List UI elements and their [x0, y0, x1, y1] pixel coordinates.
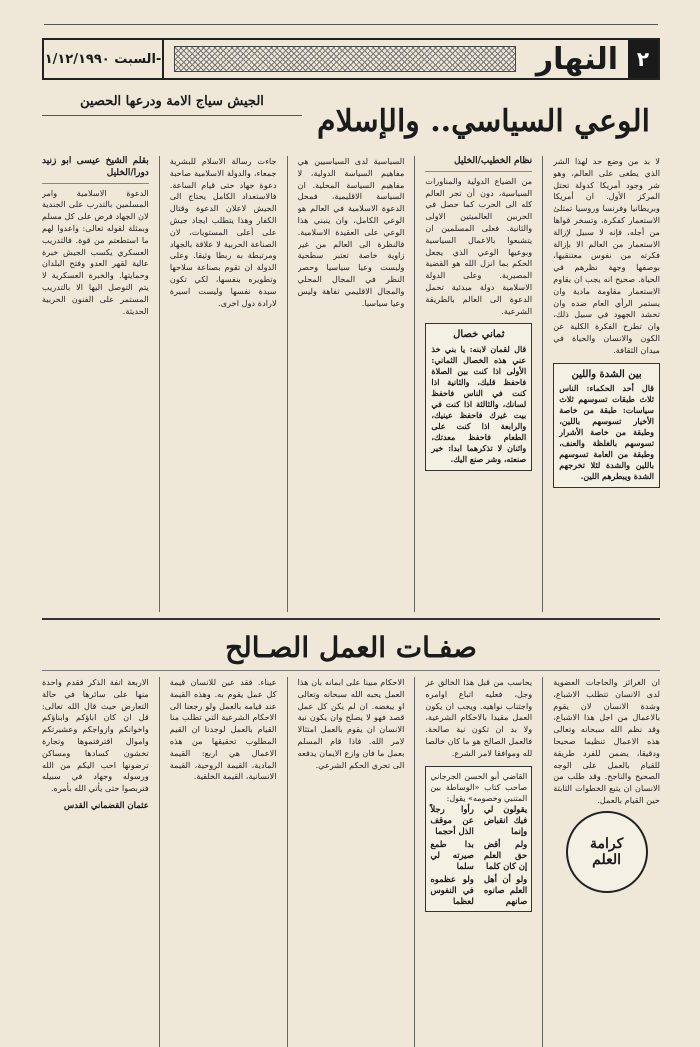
masthead-hatch-pattern	[174, 46, 516, 72]
column-divider	[542, 677, 543, 1047]
bottom-article	[42, 671, 660, 1047]
seal-line: العلم	[592, 851, 622, 868]
bottom-headline: صفـات العمل الصـالح	[42, 624, 660, 671]
box-text: قال لقمان لابنه: يا بني خذ عني هذه الخصال الثماني: الأولى اذا كنت بين الصلاة فاحفظ قلبك، والثانية اذا كنت في الناس فاحفظ لسانك، والثالثة اذا كنت في بيت غيرك فاحفظ عينيك، والرابعة اذا كنت على الطعام فاحفظ معدتك، واثنان لا تذكرهما ابدا: خير صنعته، وشر صنع اليك.	[431, 344, 527, 465]
masthead	[42, 38, 660, 80]
issue-date: السبت ١/١٢/١٩٩٠-	[44, 40, 164, 78]
column-divider	[159, 677, 160, 1047]
box-title: ثماني خصال	[453, 329, 505, 341]
article-byline: بقلم الشيخ عيسى ابو زنيد دورا/الخليل	[42, 156, 149, 184]
bottom-col-5	[42, 677, 149, 1047]
poem-verse: ولم أقض حق العلم إن كان كلما	[483, 838, 528, 871]
poem-verses	[430, 804, 527, 907]
bottom-col-right	[553, 677, 660, 1047]
box-eight-traits	[425, 323, 532, 471]
poem-verse: رأوا رجلاً عن موقف الذل أحجما	[430, 803, 474, 836]
article-right-col2	[425, 156, 532, 612]
column-divider	[414, 677, 415, 1047]
seal-line: كرامة	[589, 835, 624, 852]
article-byline: نظام الخطيب/الخليل	[425, 156, 532, 172]
article-left-col2	[42, 156, 149, 612]
article-text: لا بد من وضع حد لهذا الشر الذي يطغى على العالم، وهو شر وجود أمريكا كدولة تحتل المركز الأول. ان أمريكا وبريطانيا وفرنسا وروسيا تمتلئ الاستعمار كفكرة، وتسخر قواها من أجله، فإنه لا سبيل لإزالة الاستعمار من العالم الا بإزالة فكرته من نفوس معتنقيها، بوصفها وجهة نظرهم في الحياة. صحيح انه يجب ان يقاوم الاستعمار مقاومة مادية وان يستمر الرأي العام ضده وان تحشد الجهود في سبيل ذلك، وان تطرح الفكرة الكلية عن الكون والانسان والحياة في ميدان الثقافة.	[553, 156, 660, 355]
poem-intro: القاضي أبو الحسن الجرجاني صاحب كتاب «الوساطة بين المتنبي وخصومه» يقول:	[430, 771, 528, 803]
top-articles	[42, 156, 660, 620]
article-text: الاربعة انفة الذكر فقدم واحدة منها على سائرها في حالة التعارض حيث قال الله تعالى: قل ان كان اباؤكم وابناؤكم واخوانكم وازواجكم وعشيرتكم واموال اقترفتموها وتجارة تخشون كسادها ومساكن ترضونها احب اليكم من الله ورسوله وجهاد في سبيله فتربصوا حتى يأتي الله بأمره.	[42, 677, 149, 794]
article-right-col1	[553, 156, 660, 612]
column-divider	[159, 156, 160, 612]
top-rule	[44, 24, 658, 25]
bottom-col-3	[298, 677, 405, 1047]
article-text: الاحكام مبينا على ابمانه بان هذا العمل يحبه الله سبحانه وتعالى او يبغضه. ان لم يكن كل عمل قصد فهو لا يصلح وان يكون نية الانسان ان يقوم بالعمل امتثالا لامر الله. فاذا قام المسلم بعمل ما فان وازع الايمان يدفعه الى تحري الحكم الشرعي.	[297, 677, 405, 770]
newspaper-logo: النهار	[535, 41, 618, 77]
article-text: من الضياع الدولية والمناورات السياسية، دون أن تجر العالم كله الى الحرب كما حصل في الحربين العالميتين الاولى والثانية. فعلى المسلمين ان يتشبعوا بالاعمال السياسية وبوعيها الوعي الذي يجعل الحكم بما انزل الله هو القضية المصيرية. وعلى الدولة الاسلامية دولة مبدئية تحمل الدعوة الى العالم بالطريقة الشرعية.	[425, 175, 533, 316]
headline-row	[42, 86, 660, 156]
article-left-col1	[170, 156, 277, 612]
author-signature: عثمان القضماني القدس	[63, 800, 149, 811]
poem-box	[425, 766, 532, 912]
bottom-col-2	[425, 677, 532, 1047]
article-right-col3	[298, 156, 405, 612]
bottom-col-4	[170, 677, 277, 1047]
article-text: جاءت رسالة الاسلام للبشرية جمعاء، والدولة الاسلامية صاحبة دعوة جهاد حتى قيام الساعة. فالاستعداد الكامل يحتاج الى الجيش لاعلان الدعوة وقتال الكفار وهذا يتطلب ايجاد جيش على أعلى المستويات، لان الصناعة الحربية لا علاقة بالجهاد ومرتبطة به ربطا وثيقا. وعلى الدولة ان تقوم بصناعة سلاحها وتطويره بنفسها، لكي تكون سيدة نفسها وليست اسيرة لارادة دول اخرى.	[169, 156, 277, 308]
box-strictness-leniency	[553, 363, 660, 489]
article-text: عيناء. فقد عين للانسان قيمة كل عمل يقوم به. وهذه القيمة عند قيامه بالعمل ولو رجعنا الى الاحكام الشرعية التي تطلب منا القيام بالعمل لوجدنا ان القيم المطلوب تحقيقها من هذه الاعمال هي اربع: القيمة المادية، القيمة الروحية، القيمة الانسانية، القيمة الخلقية.	[169, 677, 277, 782]
article-text: السياسية لدى السياسيين هي مفاهيم السياسة الدولية، لا مفاهيم السياسة المحلية. ان السياسة الاقليمية، فمحل الدعوة الاسلامية في العالم هو الوعي الكامل، وان ينبني هذا الوعي على العقيدة الاسلامية. فالنظرة الى العالم من غير زاوية خاصة تعتبر سطحية وليست وعيا سياسيا وحصر النظر في المجال المحلي والمجال الاقليمي تفاهة وليس وعيا سياسيا.	[297, 156, 405, 308]
box-title: بين الشدة واللين	[571, 368, 642, 380]
column-divider	[542, 156, 543, 612]
article-text: يحاسب من قبل هذا الخالق عز وجل، فعليه اتباع اوامره واجتناب نواهيه. ويجب ان يكون العمل مقيدا بالاحكام الشرعية، ولا بد ان تكون نية صالحة. فالعمل الصالح هو ما كان خالصا لله وموافقا لامر الشرع.	[425, 677, 533, 758]
column-divider	[287, 156, 288, 612]
page-number: ٢	[628, 40, 658, 78]
poem-verse: بدا طمع صيرته لي سلما	[430, 838, 474, 871]
poem-verse: يقولون لي فيك انقباض وإنما	[483, 803, 528, 836]
main-headline: الوعي السياسي.. والإسلام	[317, 103, 650, 139]
poem-verse: ولو أن أهل العلم صانوه صانهم	[483, 873, 528, 906]
article-text: الدعوة الاسلامية وامر المسلمين بالتدرب على الجندية لان الجهاد فرض على كل مسلم وبمثلة لقوله تعالى: واعدوا لهم ما استطعتم من قوة. فالتدريب العسكري يكسب الجيش خبرة عالية لقهر العدو وفتح البلدان وحمايتها. والخبرة العسكرية لا يتم التوصل اليها الا بالتدريب المستمر على الفنون الحربية الحديثة.	[42, 187, 149, 316]
honor-of-knowledge-seal	[566, 811, 648, 893]
column-divider	[287, 677, 288, 1047]
article-text: ان الغرائز والحاجات العضوية لدى الانسان تتطلب الاشباع، وشدة الانسان لان يقوم بالاعمال من اجل هذا الاشباع، وقد نظم الله سبحانه وتعالى هذه الاعمال تنظيما صحيحا ودقيقا، يضمن للفرد طريقة للقيام بالعمل على الوجه الصحيح والناجح. وقد طلب من الانسان ان يتبع الخطوات الثابتة حين القيام بالعمل.	[553, 677, 660, 805]
box-text: قال أحد الحكماء: الناس ثلاث طبقات تسوسهم ثلاث سياسات: طبقة من خاصة الأخيار تسوسهم باللين، وطبقة من خاصة الأشرار تسوسهم بالغلظة والعنف، وطبقة من العامة تسوسهم باللين والشدة لئلا تخرجهم الشدة ويبطرهم اللين.	[559, 383, 654, 482]
poem-verse: ولو عظموه في النفوس لعظما	[430, 873, 474, 906]
secondary-headline: الجيش سياج الامة ودرعها الحصين	[42, 94, 302, 116]
column-divider	[414, 156, 415, 612]
